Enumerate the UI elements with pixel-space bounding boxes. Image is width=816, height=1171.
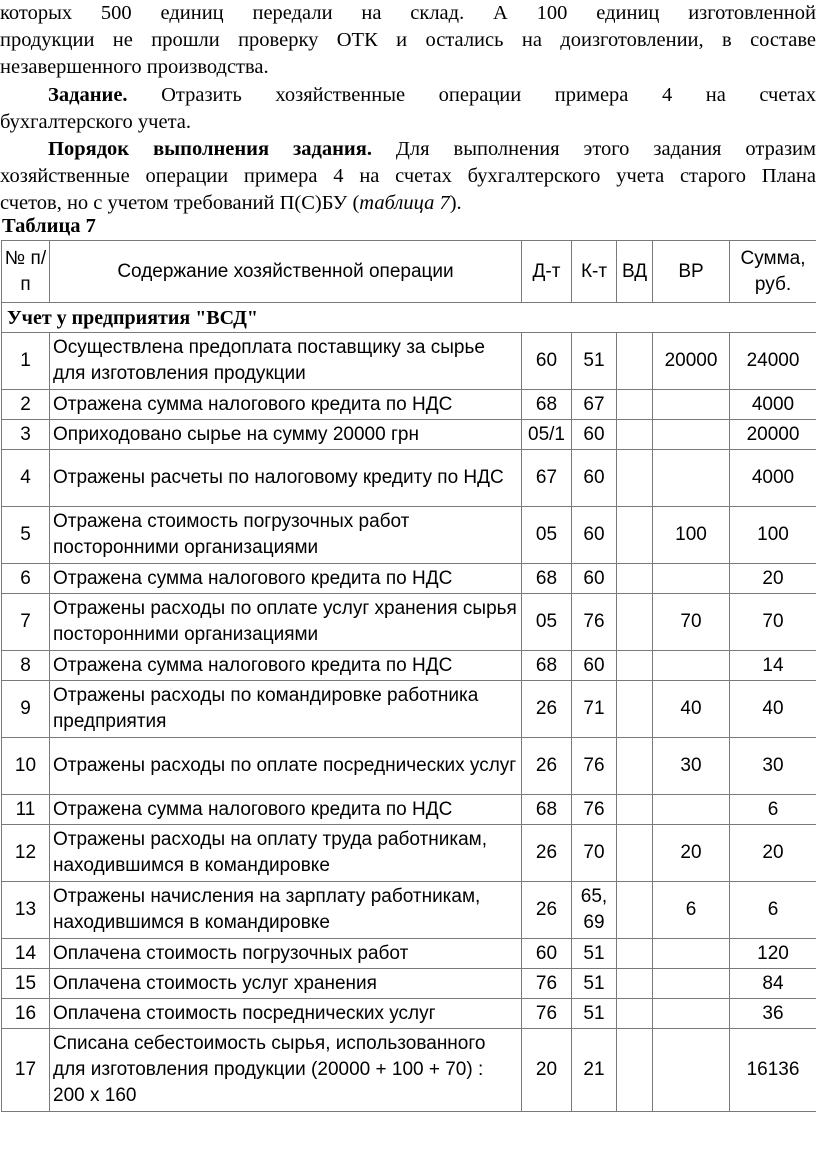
cell-num: 5: [2, 507, 50, 564]
cell-sum: 14: [730, 651, 816, 681]
section-title: Учет у предприятия "ВСД": [2, 303, 816, 333]
cell-content: Отражена стоимость погрузочных работ посторонними организациями: [50, 507, 522, 564]
table-row: [2, 333, 816, 390]
cell-debit: 26: [522, 825, 572, 882]
cell-num: 11: [2, 795, 50, 825]
cell-credit: 76: [572, 594, 617, 651]
cell-vd: [617, 450, 653, 507]
cell-sum: 24000: [730, 333, 816, 390]
procedure-line-3-post: ).: [449, 192, 462, 214]
cell-vr: [653, 420, 730, 450]
table-row: [2, 420, 816, 450]
cell-debit: 68: [522, 651, 572, 681]
cell-vr: 20000: [653, 333, 730, 390]
cell-vr: [653, 450, 730, 507]
intro-line-2: продукции не прошли проверку ОТК и остались на доизготовлении, в составе: [0, 29, 816, 51]
cell-debit: 05: [522, 594, 572, 651]
cell-credit: 51: [572, 969, 617, 999]
cell-num: 6: [2, 564, 50, 594]
cell-sum: 70: [730, 594, 816, 651]
cell-vd: [617, 999, 653, 1029]
table-row: [2, 594, 816, 651]
table-row: [2, 450, 816, 507]
cell-sum: 20: [730, 564, 816, 594]
cell-num: 13: [2, 882, 50, 939]
cell-vr: 100: [653, 507, 730, 564]
cell-credit: 60: [572, 420, 617, 450]
intro-line-3: незавершенного производства.: [0, 56, 269, 78]
cell-debit: 60: [522, 333, 572, 390]
cell-vd: [617, 651, 653, 681]
cell-sum: 6: [730, 882, 816, 939]
cell-vr: [653, 969, 730, 999]
header-content: Содержание хозяйственной операции: [50, 241, 522, 303]
cell-debit: 60: [522, 939, 572, 969]
cell-vd: [617, 681, 653, 738]
cell-debit: 05: [522, 507, 572, 564]
cell-sum: 84: [730, 969, 816, 999]
cell-content: Отражены расходы на оплату труда работникам, находившимся в командировке: [50, 825, 522, 882]
operations-table: [1, 240, 816, 1112]
cell-vd: [617, 939, 653, 969]
table-reference: таблица 7: [359, 192, 450, 214]
cell-num: 9: [2, 681, 50, 738]
cell-vr: [653, 999, 730, 1029]
cell-content: Отражена сумма налогового кредита по НДС: [50, 795, 522, 825]
task-line-1: [0, 82, 816, 109]
cell-debit: 26: [522, 681, 572, 738]
task-text-1: Отразить хозяйственные операции примера 4 на счетах: [161, 84, 816, 106]
table-row: [2, 795, 816, 825]
table-row: [2, 507, 816, 564]
cell-sum: 4000: [730, 450, 816, 507]
cell-content: Оплачена стоимость погрузочных работ: [50, 939, 522, 969]
cell-vd: [617, 594, 653, 651]
cell-credit: 76: [572, 795, 617, 825]
cell-vr: 20: [653, 825, 730, 882]
procedure-line-3: [0, 190, 816, 217]
procedure-line-1: [0, 136, 816, 163]
cell-sum: 6: [730, 795, 816, 825]
cell-content: Отражены расходы по командировке работника предприятия: [50, 681, 522, 738]
header-vr: ВР: [653, 241, 730, 303]
cell-num: 7: [2, 594, 50, 651]
cell-credit: 67: [572, 390, 617, 420]
cell-vd: [617, 882, 653, 939]
cell-sum: 20: [730, 825, 816, 882]
cell-vd: [617, 1029, 653, 1112]
cell-sum: 16136: [730, 1029, 816, 1112]
cell-vd: [617, 564, 653, 594]
cell-credit: 76: [572, 738, 617, 795]
cell-sum: 120: [730, 939, 816, 969]
task-line-2: бухгалтерского учета.: [0, 111, 192, 133]
procedure-line-2: хозяйственные операции примера 4 на счетах бухгалтерского учета старого Плана: [0, 165, 816, 187]
table-row: [2, 738, 816, 795]
table-row: [2, 969, 816, 999]
cell-num: 4: [2, 450, 50, 507]
cell-sum: 36: [730, 999, 816, 1029]
cell-vd: [617, 969, 653, 999]
cell-credit: 51: [572, 333, 617, 390]
cell-num: 3: [2, 420, 50, 450]
procedure-text-1: Для выполнения этого задания отразим: [395, 138, 816, 160]
cell-credit: 60: [572, 651, 617, 681]
cell-vr: [653, 651, 730, 681]
cell-vr: 40: [653, 681, 730, 738]
cell-sum: 100: [730, 507, 816, 564]
cell-content: Отражена сумма налогового кредита по НДС: [50, 651, 522, 681]
cell-credit: 60: [572, 450, 617, 507]
cell-credit: 70: [572, 825, 617, 882]
cell-vr: 30: [653, 738, 730, 795]
table-body: [2, 241, 816, 1112]
cell-content: Отражены расходы по оплате посреднических услуг: [50, 738, 522, 795]
table-row: [2, 651, 816, 681]
cell-credit: 60: [572, 507, 617, 564]
table-row: [2, 882, 816, 939]
cell-sum: 20000: [730, 420, 816, 450]
table-row: [2, 939, 816, 969]
table-row: [2, 564, 816, 594]
section-row: [2, 303, 816, 333]
cell-content: Оприходовано сырье на сумму 20000 грн: [50, 420, 522, 450]
header-vd: ВД: [617, 241, 653, 303]
cell-credit: 71: [572, 681, 617, 738]
cell-num: 12: [2, 825, 50, 882]
intro-line-1: которых 500 единиц передали на склад. А 100 единиц изготовленной: [0, 2, 816, 24]
cell-sum: 30: [730, 738, 816, 795]
cell-content: Отражена сумма налогового кредита по НДС: [50, 564, 522, 594]
cell-vd: [617, 795, 653, 825]
cell-content: Осуществлена предоплата поставщику за сырье для изготовления продукции: [50, 333, 522, 390]
cell-debit: 20: [522, 1029, 572, 1112]
cell-credit: 60: [572, 564, 617, 594]
cell-num: 14: [2, 939, 50, 969]
cell-vr: [653, 390, 730, 420]
cell-num: 1: [2, 333, 50, 390]
cell-sum: 40: [730, 681, 816, 738]
cell-vr: 70: [653, 594, 730, 651]
header-credit: К-т: [572, 241, 617, 303]
cell-vr: [653, 795, 730, 825]
cell-debit: 76: [522, 969, 572, 999]
header-debit: Д-т: [522, 241, 572, 303]
cell-num: 10: [2, 738, 50, 795]
cell-credit: 21: [572, 1029, 617, 1112]
cell-debit: 68: [522, 564, 572, 594]
header-sum: Сумма, руб.: [730, 241, 816, 303]
cell-debit: 26: [522, 882, 572, 939]
task-label: Задание.: [48, 84, 128, 106]
table-header-row: [2, 241, 816, 303]
cell-credit: 51: [572, 939, 617, 969]
cell-vr: [653, 939, 730, 969]
cell-vd: [617, 390, 653, 420]
cell-vd: [617, 333, 653, 390]
cell-content: Отражена сумма налогового кредита по НДС: [50, 390, 522, 420]
cell-vr: [653, 1029, 730, 1112]
table-row: [2, 999, 816, 1029]
table-title: Таблица 7: [2, 215, 96, 237]
cell-vd: [617, 738, 653, 795]
cell-debit: 26: [522, 738, 572, 795]
cell-vr: [653, 564, 730, 594]
cell-content: Отражены расчеты по налоговому кредиту по НДС: [50, 450, 522, 507]
cell-debit: 76: [522, 999, 572, 1029]
table-row: [2, 1029, 816, 1112]
cell-content: Списана себестоимость сырья, использованного для изготовления продукции (20000 + 100 + 70) : 200 х 160: [50, 1029, 522, 1112]
cell-num: 17: [2, 1029, 50, 1112]
cell-num: 16: [2, 999, 50, 1029]
table-row: [2, 390, 816, 420]
cell-sum: 4000: [730, 390, 816, 420]
cell-debit: 68: [522, 795, 572, 825]
header-num: № п/п: [2, 241, 50, 303]
cell-vd: [617, 420, 653, 450]
cell-debit: 68: [522, 390, 572, 420]
procedure-label: Порядок выполнения задания.: [48, 138, 372, 160]
cell-vd: [617, 825, 653, 882]
cell-debit: 05/1: [522, 420, 572, 450]
procedure-line-3-pre: счетов, но с учетом требований П(С)БУ (: [0, 192, 360, 214]
table-row: [2, 825, 816, 882]
cell-num: 15: [2, 969, 50, 999]
cell-credit: 51: [572, 999, 617, 1029]
cell-credit: 65, 69: [572, 882, 617, 939]
cell-content: Оплачена стоимость услуг хранения: [50, 969, 522, 999]
cell-num: 2: [2, 390, 50, 420]
table-row: [2, 681, 816, 738]
cell-vr: 6: [653, 882, 730, 939]
cell-vd: [617, 507, 653, 564]
cell-content: Отражены начисления на зарплату работникам, находившимся в командировке: [50, 882, 522, 939]
cell-num: 8: [2, 651, 50, 681]
cell-content: Оплачена стоимость посреднических услуг: [50, 999, 522, 1029]
cell-content: Отражены расходы по оплате услуг хранения сырья посторонними организациями: [50, 594, 522, 651]
cell-debit: 67: [522, 450, 572, 507]
